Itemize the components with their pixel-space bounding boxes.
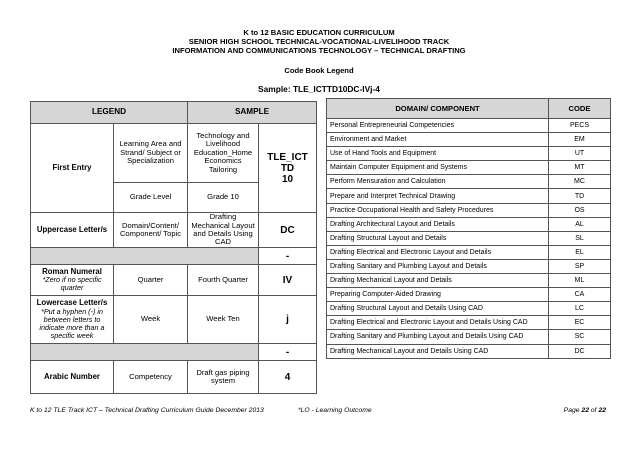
domain-cell: Preparing Computer-Aided Drawing — [327, 288, 549, 302]
uppercase-sample: Drafting Mechanical Layout and Details Using CAD — [188, 213, 259, 248]
page-current: 22 — [581, 407, 589, 414]
table-row — [327, 217, 611, 231]
roman-numeral-code: IV — [259, 265, 317, 296]
arabic-number-desc: Competency — [114, 361, 188, 394]
table-row — [327, 119, 611, 133]
code-cell: TD — [549, 189, 611, 203]
code-cell: OS — [549, 203, 611, 217]
first-entry-label: First Entry — [31, 124, 114, 213]
domain-cell: Prepare and Interpret Technical Drawing — [327, 189, 549, 203]
code-column-header: CODE — [549, 99, 611, 119]
domain-cell: Drafting Mechanical Layout and Details Using CAD — [327, 344, 549, 358]
table-row — [327, 147, 611, 161]
footer-page-number — [564, 407, 606, 414]
code-part-specialization: TD — [280, 162, 295, 174]
legend-column-header: LEGEND — [31, 102, 188, 124]
domain-cell: Drafting Structural Layout and Details Using CAD — [327, 302, 549, 316]
footer-document-title: K to 12 TLE Track ICT – Technical Drafting Curriculum Guide December 2013 — [30, 407, 264, 414]
code-cell: SP — [549, 259, 611, 273]
table-row — [327, 245, 611, 259]
domain-component-table — [326, 98, 611, 359]
code-cell: SC — [549, 330, 611, 344]
uppercase-desc: Domain/Content/ Component/ Topic — [114, 213, 188, 248]
code-cell: EL — [549, 245, 611, 259]
domain-cell: Drafting Electrical and Electronic Layout and Details — [327, 245, 549, 259]
table-row — [327, 259, 611, 273]
page-of: of — [588, 407, 599, 414]
roman-numeral-note: *Zero if no specific quarter — [42, 275, 102, 293]
uppercase-code: DC — [259, 213, 317, 248]
domain-cell: Drafting Architectural Layout and Details — [327, 217, 549, 231]
code-cell: UT — [549, 147, 611, 161]
code-cell: ML — [549, 274, 611, 288]
sample-column-header: SAMPLE — [188, 102, 317, 124]
code-cell: SL — [549, 231, 611, 245]
table-row — [327, 133, 611, 147]
legend-table — [30, 101, 317, 394]
page-total: 22 — [598, 407, 606, 414]
domain-cell: Maintain Computer Equipment and Systems — [327, 161, 549, 175]
domain-table-body — [327, 119, 611, 359]
first-entry-sample: Technology and Livelihood Education_Home Economics Tailoring — [188, 124, 259, 183]
table-row — [327, 344, 611, 358]
table-row — [327, 288, 611, 302]
grade-level-desc: Grade Level — [114, 183, 188, 213]
header-title-line3: INFORMATION AND COMMUNICATIONS TECHNOLOGY – TECHNICAL DRAFTING — [172, 46, 466, 55]
domain-cell: Practice Occupational Health and Safety Procedures — [327, 203, 549, 217]
table-row — [327, 316, 611, 330]
domain-column-header: DOMAIN/ COMPONENT — [327, 99, 549, 119]
code-part-subject: TLE_ICT — [267, 151, 308, 163]
code-cell: PECS — [549, 119, 611, 133]
code-cell: MT — [549, 161, 611, 175]
separator-row — [31, 248, 259, 265]
arabic-number-code: 4 — [259, 361, 317, 394]
separator-hyphen: - — [259, 344, 317, 361]
lowercase-label — [31, 296, 114, 344]
code-cell: EC — [549, 316, 611, 330]
domain-cell: Environment and Market — [327, 133, 549, 147]
domain-cell: Drafting Sanitary and Plumbing Layout and Details Using CAD — [327, 330, 549, 344]
table-row — [327, 161, 611, 175]
table-row — [327, 231, 611, 245]
code-cell: LC — [549, 302, 611, 316]
code-cell: MC — [549, 175, 611, 189]
code-cell: EM — [549, 133, 611, 147]
roman-numeral-sample: Fourth Quarter — [188, 265, 259, 296]
grade-level-sample: Grade 10 — [188, 183, 259, 213]
sample-code: Sample: TLE_ICTTD10DC-IVj-4 — [258, 84, 380, 94]
table-row — [327, 330, 611, 344]
code-cell: CA — [549, 288, 611, 302]
code-cell: DC — [549, 344, 611, 358]
domain-cell: Use of Hand Tools and Equipment — [327, 147, 549, 161]
page-prefix: Page — [563, 407, 582, 414]
domain-cell: Drafting Mechanical Layout and Details — [327, 274, 549, 288]
table-row — [327, 302, 611, 316]
roman-numeral-title: Roman Numeral — [42, 266, 102, 276]
lowercase-title: Lowercase Letter/s — [36, 298, 108, 308]
separator-row — [31, 344, 259, 361]
legend-title: Code Book Legend — [284, 66, 354, 75]
table-row — [327, 175, 611, 189]
domain-cell: Drafting Electrical and Electronic Layout and Details Using CAD — [327, 316, 549, 330]
domain-cell: Personal Entrepreneurial Competencies — [327, 119, 549, 133]
separator-hyphen: - — [259, 248, 317, 265]
lowercase-sample: Week Ten — [188, 296, 259, 344]
table-row — [327, 274, 611, 288]
domain-cell: Perform Mensuration and Calculation — [327, 175, 549, 189]
lowercase-note: *Put a hyphen (-) in between letters to indicate more than a specific week — [39, 306, 105, 340]
header-title-line1: K to 12 BASIC EDUCATION CURRICULUM — [243, 28, 395, 37]
domain-cell: Drafting Sanitary and Plumbing Layout and Details — [327, 259, 549, 273]
table-row — [327, 189, 611, 203]
arabic-number-label: Arabic Number — [31, 361, 114, 394]
footer-lo-note: *LO - Learning Outcome — [298, 407, 372, 414]
code-cell: AL — [549, 217, 611, 231]
uppercase-label: Uppercase Letter/s — [31, 213, 114, 248]
header-title-line2: SENIOR HIGH SCHOOL TECHNICAL-VOCATIONAL-LIVELIHOOD TRACK — [188, 37, 450, 46]
roman-numeral-desc: Quarter — [114, 265, 188, 296]
first-entry-desc: Learning Area and Strand/ Subject or Specialization — [114, 124, 188, 183]
first-entry-code — [259, 124, 317, 213]
lowercase-desc: Week — [114, 296, 188, 344]
lowercase-code: j — [259, 296, 317, 344]
domain-cell: Drafting Structural Layout and Details — [327, 231, 549, 245]
roman-numeral-label — [31, 265, 114, 296]
code-part-grade: 10 — [281, 173, 294, 185]
table-row — [327, 203, 611, 217]
arabic-number-sample: Draft gas piping system — [188, 361, 259, 394]
